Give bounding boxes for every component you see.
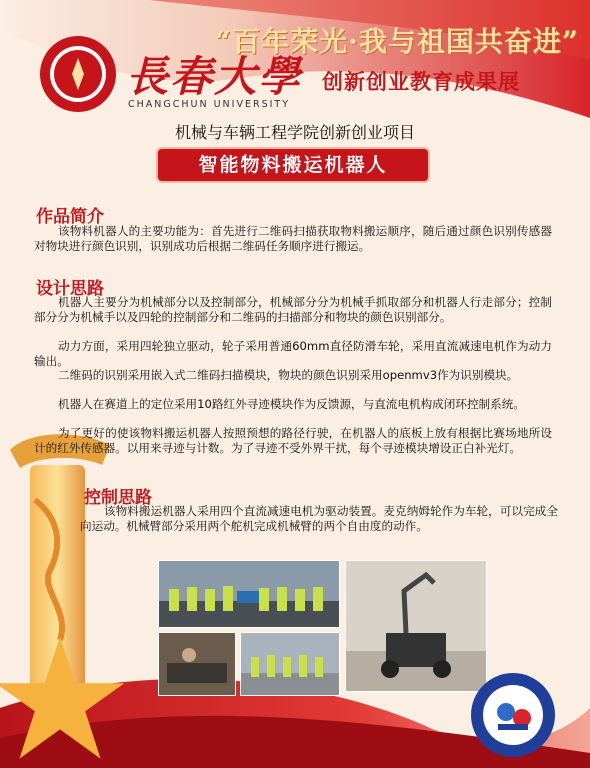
design-paragraph-2: 动力方面，采用四轮独立驱动，轮子采用普通60mm直径防滑车轮，采用直流减速电机作为动力输出。	[34, 339, 552, 368]
robot-photo	[345, 560, 487, 692]
college-badge-logo	[470, 672, 556, 758]
design-paragraph-3: 二维码的识别采用嵌入式二维码扫描模块，物块的颜色识别采用openmv3作为识别模块。	[58, 368, 519, 382]
university-seal-logo	[38, 34, 118, 114]
team-photo-large	[158, 560, 340, 628]
design-paragraph-4: 机器人在赛道上的定位采用10路红外寻迹模块作为反馈源，与直流电机构成闭环控制系统。	[58, 397, 525, 411]
control-paragraph: 该物料搬运机器人采用四个直流减速电机为驱动装置。麦克纳姆轮作为车轮，可以完成全向运动。机械臂部分采用两个舵机完成机械臂的两个自由度的动作。	[80, 504, 558, 533]
section-heading-control: 控制思路	[84, 488, 152, 508]
workshop-photo	[158, 632, 236, 696]
project-title-banner	[158, 149, 428, 181]
design-paragraph-5: 为了更好的使该物料搬运机器人按照预想的路径行驶，在机器人的底板上放有根据比赛场地所设计的红外传感器。以用来寻迹与计数。为了寻迹不受外界干扰，每个寻迹模块增设正白补光灯。	[34, 426, 552, 455]
section-heading-design: 设计思路	[36, 279, 104, 299]
intro-paragraph: 该物料机器人的主要功能为：首先进行二维码扫描获取物料搬运顺序，随后通过颜色识别传感器对物块进行颜色识别，识别成功后根据二维码任务顺序进行搬运。	[34, 224, 552, 253]
college-line: 机械与车辆工程学院创新创业项目	[174, 123, 415, 142]
star-decoration	[0, 630, 130, 768]
group-photo-small	[240, 632, 340, 696]
university-name-en: CHANGCHUN UNIVERSITY	[128, 99, 291, 110]
project-title: 智能物料搬运机器人	[198, 154, 388, 176]
university-name-cn: 長春大學	[126, 52, 303, 101]
event-subtitle: 创新创业教育成果展	[322, 70, 520, 94]
design-paragraph-1: 机器人主要分为机械部分以及控制部分，机械部分分为机械手抓取部分和机器人行走部分；控制部分分为机械手以及四轮的控制部分和二维码的扫描部分和物块的颜色识别部分。	[34, 295, 552, 324]
section-heading-intro: 作品简介	[36, 207, 104, 227]
event-slogan: “百年荣光·我与祖国共奋进”	[215, 25, 579, 58]
